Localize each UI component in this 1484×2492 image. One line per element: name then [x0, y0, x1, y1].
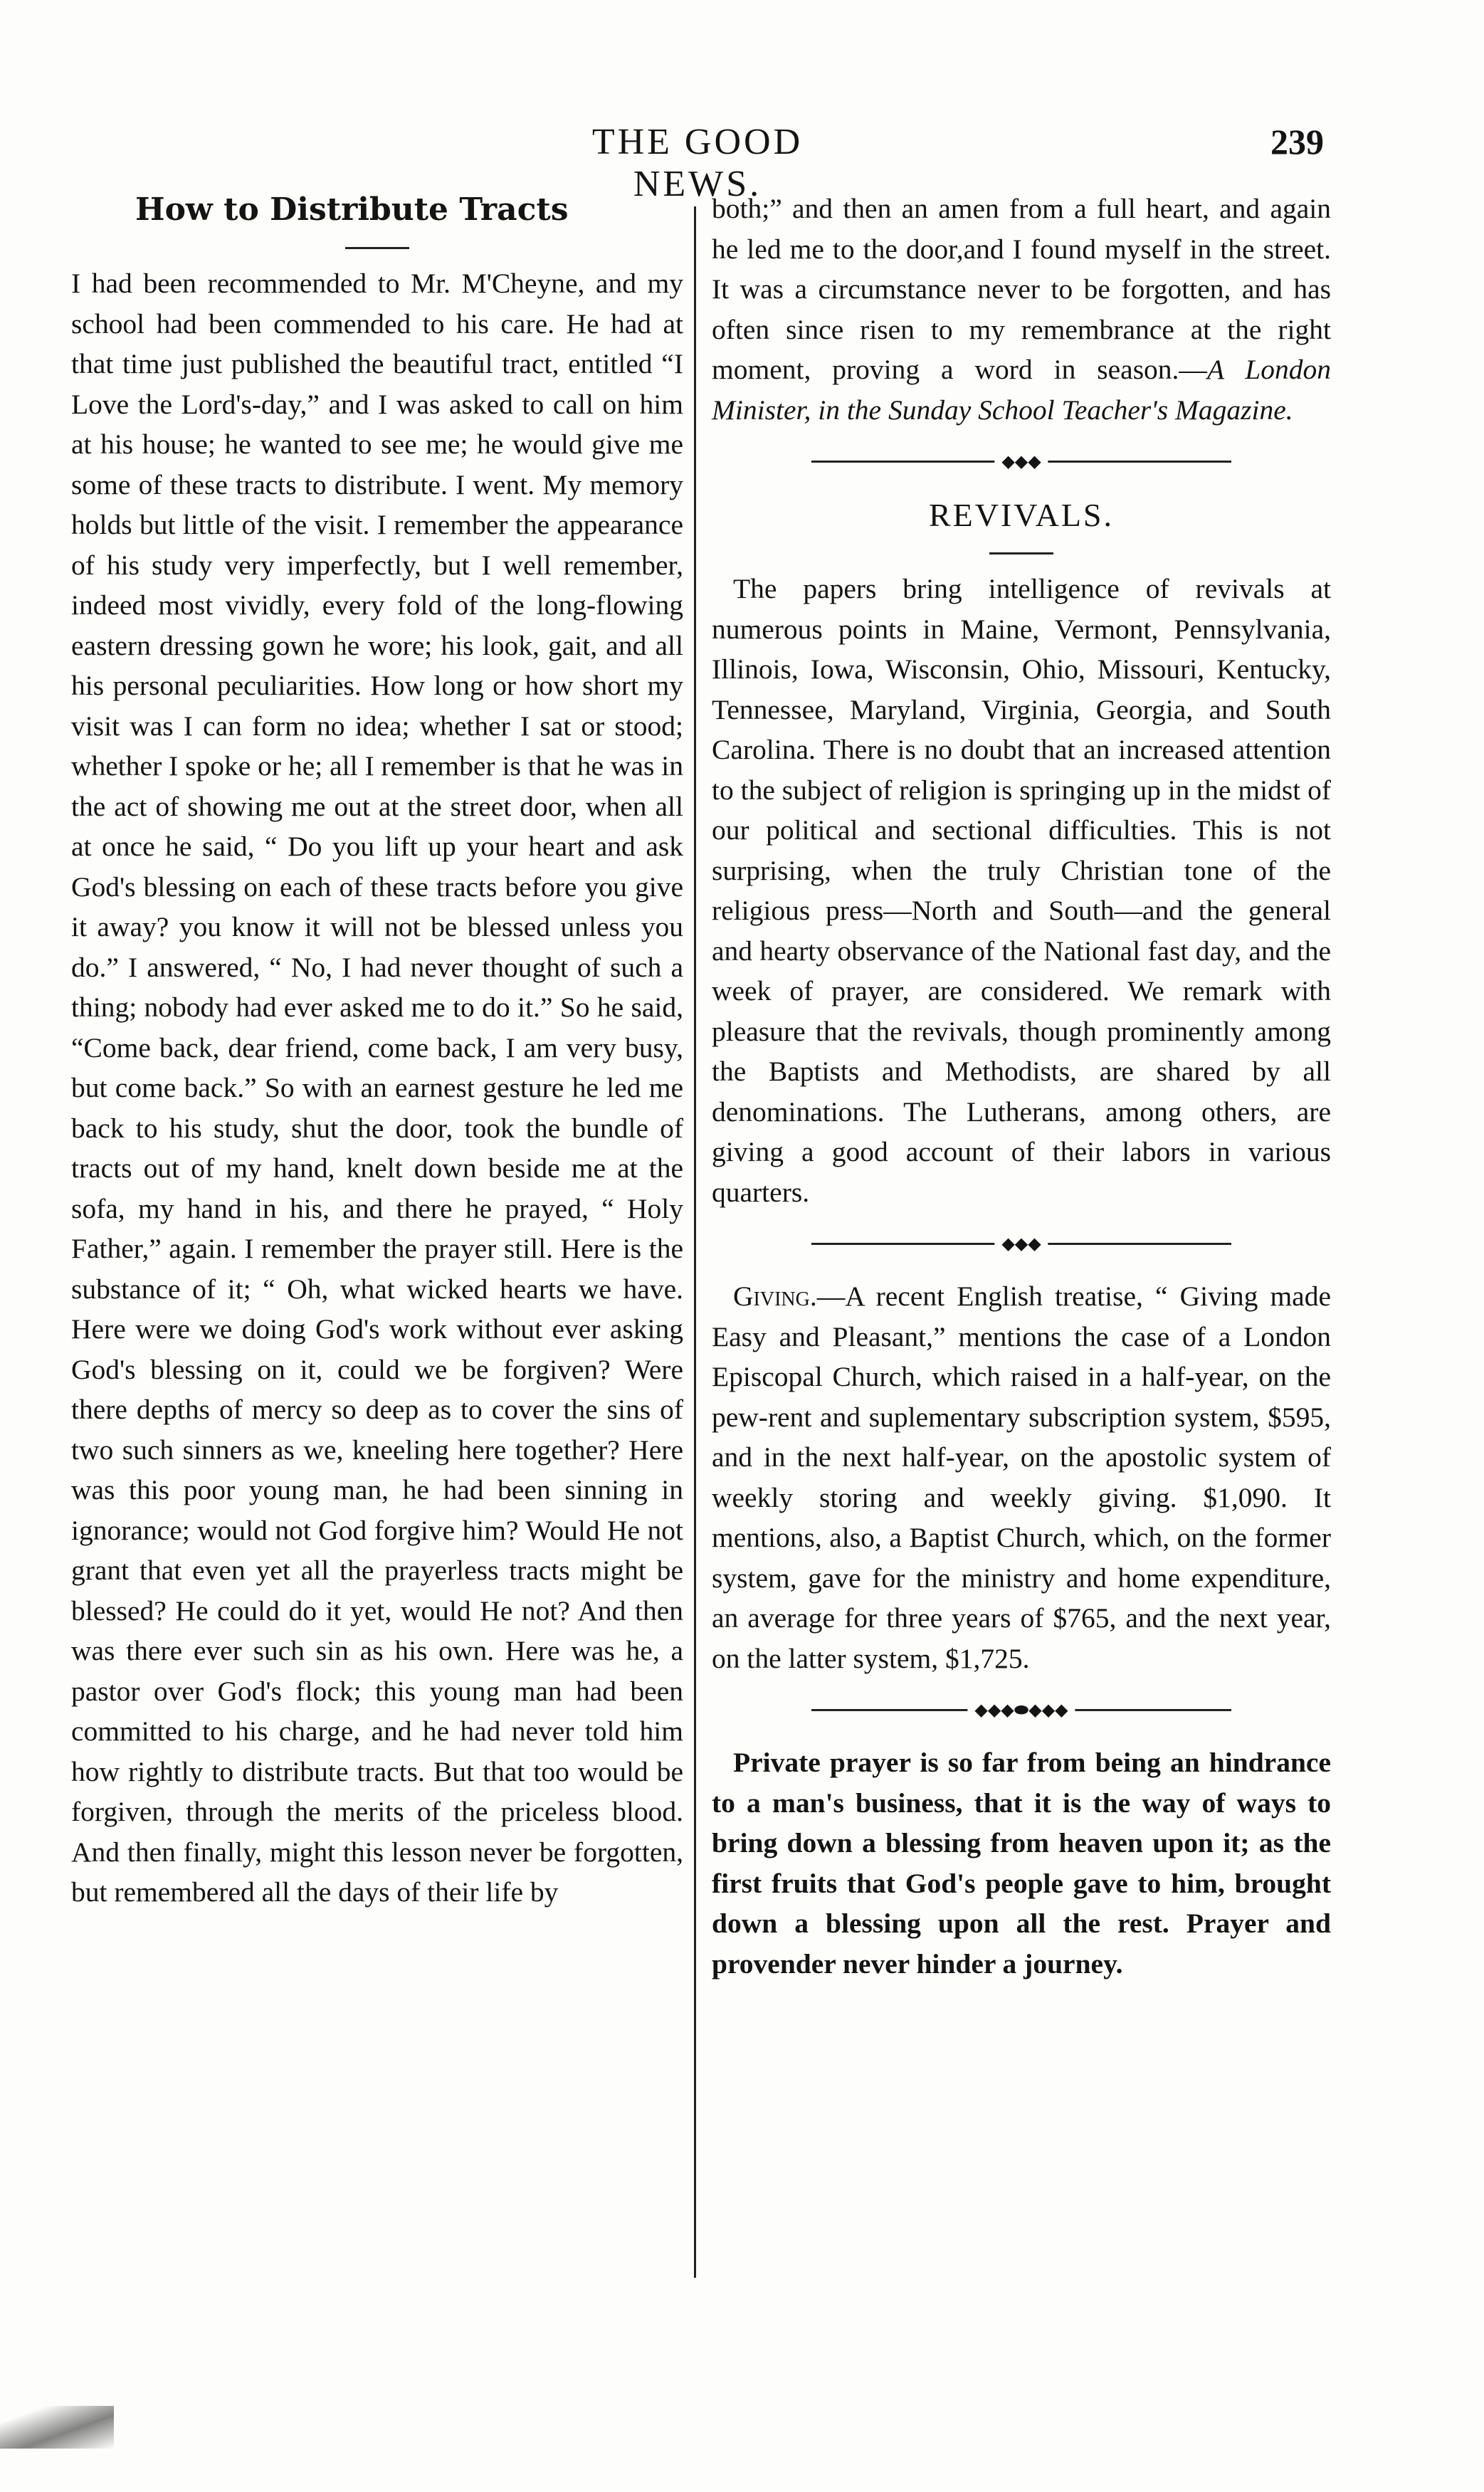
continuation-text: both;” and then an amen from a full heart, and again he led me to the door,and I found myself in the street. It was a circumstance never to be forgotten, and has often since risen to my remembrance at the right moment, proving a word in season.— — [712, 193, 1331, 385]
revivals-rule — [989, 552, 1053, 554]
giving-paragraph — [712, 1276, 1331, 1678]
print-smudge — [0, 2406, 114, 2449]
left-column — [71, 189, 683, 1913]
prayer-paragraph: Private prayer is so far from being an hindrance to a man's business, that it is the way of ways to bring down a blessing from heaven upon it; as the first fruits that God's people gave to him, brought down a blessing upon all the rest. Prayer and provender never hinder a journey. — [712, 1747, 1331, 1980]
ornament-divider — [712, 1234, 1331, 1255]
ornament-mark: ◆◆◆ — [994, 1234, 1048, 1255]
running-head — [107, 121, 1324, 204]
running-title: THE GOOD NEWS. — [591, 122, 804, 204]
article-body: I had been recommended to Mr. M'Cheyne, and my school had been commended to his care. He had at that time just published the beautiful tract, entitled “I Love the Lord's-day,” and I was asked to call on him at his house; he wanted to see me; he would give me some of these tracts to distribute. I went. My memory holds but little of the visit. I remember the appearance of his study very imperfectly, but I well remember, indeed most vividly, every fold of the long-flowing eastern dressing gown he wore; his look, gait, and all his personal peculiarities. How long or how short my visit was I can form no idea; whether I sat or stood; whether I spoke or he; all I remember is that he was in the act of showing me out at the street door, when all at once he said, “ Do you lift up your heart and ask God's blessing on each of these tracts before you give it away? you know it will not be blessed unless you do.” I answered, “ No, I had never thought of such a thing; nobody had ever asked me to do it.” So he said, “Come back, dear friend, come back, I am very busy, but come back.” So with an earnest gesture he led me back to his study, shut the door, took the bundle of tracts out of my hand, knelt down beside me at the sofa, my hand in his, and there he prayed, “ Holy Father,” again. I remember the prayer still. Here is the substance of it; “ Oh, what wicked hearts we have. Here were we doing God's work without ever asking God's blessing on it, could we be forgiven? Were there depths of mercy so deep as to cover the sins of two such sinners as we, kneeling here together? Here was this poor young man, he had been sinning in ignorance; would not God forgive him? Would He not grant that even yet all the prayerless tracts might be blessed? He could do it yet, would He not? And then was there ever such sin as his own. Here was he, a pastor over God's flock; this young man had been committed to his charge, and he had never told him how rightly to distribute tracts. But that too would be forgiven, through the merits of the priceless blood. And then finally, might this lesson never be forgotten, but remembered all the days of their life by — [71, 268, 683, 1908]
ornament-divider-large — [712, 1700, 1331, 1721]
giving-run-in: Giving. — [733, 1281, 817, 1312]
title-rule — [345, 247, 409, 249]
page-number: 239 — [1270, 122, 1324, 162]
ornament-mark: ◆◆◆⬬◆◆◆ — [967, 1700, 1075, 1721]
revivals-title: REVIVALS. — [928, 497, 1114, 533]
article-title: How to Distribute Tracts — [135, 191, 569, 228]
article-continuation — [712, 189, 1331, 430]
giving-body: —A recent English treatise, “ Giving made Easy and Pleasant,” mentions the case of a London Episcopal Church, which raised in a half-year, on the pew-rent and suplementary subscription system, $595, and in the next half-year, on the apostolic system of weekly storing and weekly giving. $1,090. It mentions, also, a Baptist Church, which, on the former system, gave for the ministry and home expenditure, an average for three years of $765, and the next year, on the latter system, $1,725. — [712, 1281, 1331, 1674]
column-divider — [694, 206, 696, 2278]
article-attribution: A London Minister, in the Sunday School Teacher's Magazine. — [712, 354, 1331, 426]
right-column — [712, 189, 1331, 1984]
revivals-body: The papers bring intelligence of revivals at numerous points in Maine, Vermont, Pennsylvania, Illinois, Iowa, Wisconsin, Ohio, Missouri, Kentucky, Tennessee, Maryland, Virginia, Georgia, and South Carolina. There is no doubt that an increased attention to the subject of religion is springing up in the midst of our political and sectional difficulties. This is not surprising, when the truly Christian tone of the religious press—North and South—and the general and hearty observance of the National fast day, and the week of prayer, are considered. We remark with pleasure that the revivals, though prominently among the Baptists and Methodists, are shared by all denominations. The Lutherans, among others, are giving a good account of their labors in various quarters. — [712, 573, 1332, 1208]
ornament-divider — [712, 451, 1331, 473]
ornament-mark: ◆◆◆ — [994, 451, 1048, 473]
